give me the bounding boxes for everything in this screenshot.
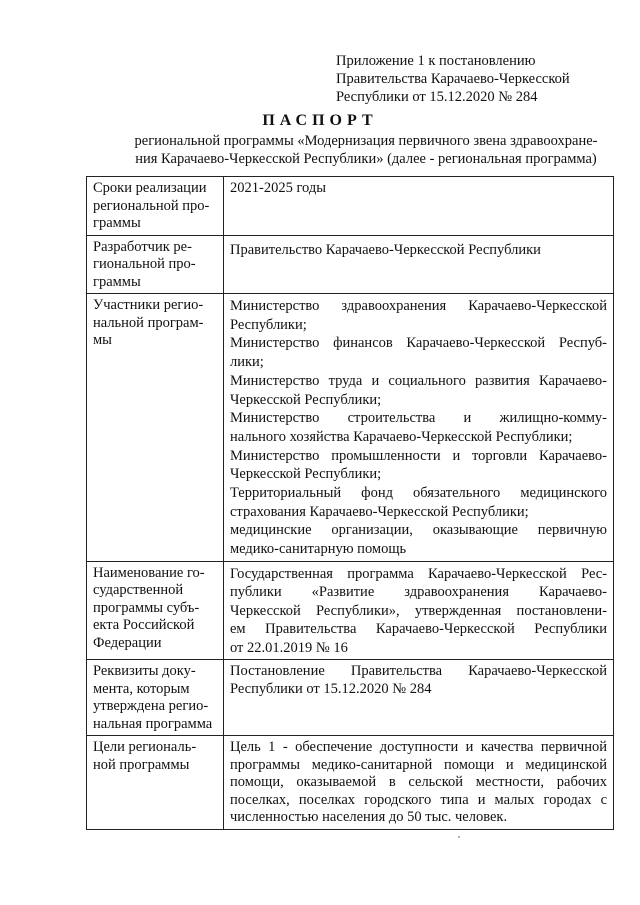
row-value [224, 294, 614, 562]
label-line: екта Российской [93, 617, 195, 634]
row-label [87, 660, 224, 736]
label-line: граммы [93, 215, 141, 231]
label-line: Разработчик ре- [93, 238, 192, 255]
label-line: Реквизиты доку- [93, 663, 196, 680]
appendix-line: Приложение 1 к постановлению [336, 53, 536, 69]
row-label [87, 177, 224, 236]
value-line: 2021-2025 годы [230, 180, 326, 196]
row-label [87, 294, 224, 562]
document-subtitle [110, 132, 622, 168]
value-line: Министерство труда и социального развития Карачаево- [230, 372, 607, 389]
value-line: лики; [230, 354, 264, 371]
label-line: нальной програм- [93, 314, 204, 331]
passport-table [86, 176, 614, 830]
value-line: публики «Развитие здравоохранения Карачаево- [230, 584, 607, 601]
value-line: Территориальный фонд обязательного медицинского [230, 485, 607, 502]
value-line: Черкесской Республики», утвержденная постановлени- [230, 602, 607, 619]
value-line: нального хозяйства Карачаево-Черкесской Республики; [230, 428, 573, 445]
label-line: утверждена регио- [93, 698, 209, 715]
value-line: программы медико-санитарной помощи и медицинской [230, 756, 607, 773]
value-line: Черкесской Республики; [230, 391, 382, 408]
value-line: от 22.01.2019 № 16 [230, 639, 348, 656]
label-line: гиональной про- [93, 256, 196, 272]
document-title: ПАСПОРТ [262, 112, 378, 129]
value-line: медико-санитарную помощь [230, 541, 407, 558]
value-line: Министерство промышленности и торговли Карачаево- [230, 447, 607, 464]
value-line: Республики от 15.12.2020 № 284 [230, 680, 432, 697]
value-line: помощи, оказываемой в сельской местности, рабочих [230, 774, 607, 791]
label-line: мы [93, 332, 112, 348]
label-line: мента, которым [93, 680, 190, 697]
row-label [87, 235, 224, 294]
subtitle-line: ния Карачаево-Черкесской Республики» (далее - региональная программа) [135, 151, 597, 167]
value-line: Министерство здравоохранения Карачаево-Черкесской [230, 298, 607, 314]
value-line: ем Правительства Карачаево-Черкесской Республики [230, 621, 607, 638]
label-line: сударственной [93, 582, 184, 599]
row-value [224, 736, 614, 830]
label-line: программы субъ- [93, 599, 200, 616]
scan-speck [458, 836, 460, 838]
table-row [87, 561, 614, 660]
label-line: Наименование го- [93, 564, 205, 581]
value-line: Министерство строительства и жилищно-комму- [230, 410, 607, 427]
row-value [224, 235, 614, 294]
label-line: нальная программа [93, 715, 213, 732]
value-line: Постановление Правительства Карачаево-Черкесской [230, 663, 607, 680]
label-line: Сроки реализации [93, 180, 207, 196]
appendix-header [336, 52, 570, 106]
value-line: поселках, поселках городского типа и малых городах с [230, 791, 607, 808]
value-line: Государственная программа Карачаево-Черкесской Рес- [230, 565, 607, 582]
value-line: Цель 1 - обеспечение доступности и качества первичной [230, 739, 607, 756]
label-line: региональной про- [93, 197, 210, 214]
value-line: численностью населения до 50 тыс. человек. [230, 809, 508, 826]
value-line: Черкесской Республики; [230, 466, 382, 483]
value-line: Правительство Карачаево-Черкесской Республики [230, 241, 541, 258]
label-line: Участники регио- [93, 297, 204, 313]
appendix-line: Правительства Карачаево-Черкесской [336, 71, 570, 87]
table-row [87, 177, 614, 236]
label-line: ной программы [93, 756, 190, 773]
label-line: граммы [93, 273, 141, 290]
table-row [87, 660, 614, 736]
row-value [224, 660, 614, 736]
row-label [87, 736, 224, 830]
table-row [87, 294, 614, 562]
value-line: Министерство финансов Карачаево-Черкесской Респуб- [230, 335, 607, 352]
table-row [87, 235, 614, 294]
row-value [224, 561, 614, 660]
appendix-line: Республики от 15.12.2020 № 284 [336, 89, 538, 105]
row-label [87, 561, 224, 660]
label-line: Федерации [93, 634, 162, 651]
table-row [87, 736, 614, 830]
value-line: страхования Карачаево-Черкесской Республики; [230, 503, 529, 520]
row-value [224, 177, 614, 236]
label-line: Цели региональ- [93, 739, 197, 756]
subtitle-line: региональной программы «Модернизация первичного звена здравоохране- [134, 133, 598, 149]
value-line: Республики; [230, 316, 307, 333]
value-line: медицинские организации, оказывающие первичную [230, 522, 607, 539]
